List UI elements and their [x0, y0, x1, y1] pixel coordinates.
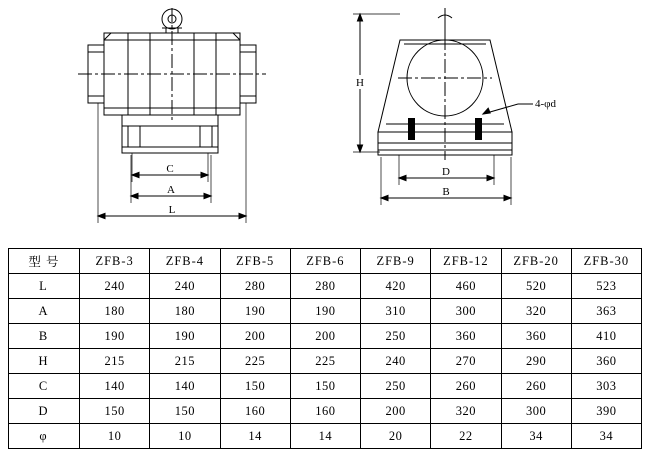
cell-a-zfb20: 320 [501, 299, 571, 324]
header-cell-zfb4: ZFB-4 [150, 249, 220, 274]
cell-d-zfb4: 150 [150, 399, 220, 424]
cell-phi-zfb30: 34 [571, 424, 641, 449]
cell-phi-zfb4: 10 [150, 424, 220, 449]
cell-c-zfb6: 150 [290, 374, 360, 399]
table-row [9, 349, 642, 374]
cell-b-zfb20: 360 [501, 324, 571, 349]
cell-c-zfb12: 260 [431, 374, 501, 399]
label-4-phi-d: 4-φd [535, 98, 557, 110]
spec-table-wrapper [8, 248, 642, 449]
label-b: B [442, 186, 450, 198]
dimension-c [132, 153, 208, 182]
cell-c-zfb4: 140 [150, 374, 220, 399]
row-label-l: L [9, 274, 80, 299]
cell-h-zfb30: 360 [571, 349, 641, 374]
cell-h-zfb3: 215 [80, 349, 150, 374]
label-h: H [356, 77, 364, 89]
row-label-h: H [9, 349, 80, 374]
cell-a-zfb30: 363 [571, 299, 641, 324]
header-cell-zfb6: ZFB-6 [290, 249, 360, 274]
dimension-b [381, 157, 511, 205]
spec-table [8, 248, 642, 449]
cell-l-zfb12: 460 [431, 274, 501, 299]
cell-c-zfb30: 303 [571, 374, 641, 399]
cell-b-zfb5: 200 [220, 324, 290, 349]
cell-b-zfb4: 190 [150, 324, 220, 349]
cell-l-zfb3: 240 [80, 274, 150, 299]
label-c: C [166, 163, 174, 175]
cell-phi-zfb20: 34 [501, 424, 571, 449]
cell-d-zfb3: 150 [80, 399, 150, 424]
cell-a-zfb6: 190 [290, 299, 360, 324]
table-row [9, 324, 642, 349]
cell-c-zfb3: 140 [80, 374, 150, 399]
cell-l-zfb9: 420 [361, 274, 431, 299]
header-cell-zfb12: ZFB-12 [431, 249, 501, 274]
cell-phi-zfb6: 14 [290, 424, 360, 449]
cell-b-zfb3: 190 [80, 324, 150, 349]
cell-h-zfb4: 215 [150, 349, 220, 374]
table-row [9, 274, 642, 299]
header-cell-zfb3: ZFB-3 [80, 249, 150, 274]
cell-a-zfb12: 300 [431, 299, 501, 324]
label-l: L [168, 204, 176, 216]
cell-phi-zfb9: 20 [361, 424, 431, 449]
cell-c-zfb20: 260 [501, 374, 571, 399]
cell-l-zfb4: 240 [150, 274, 220, 299]
cell-d-zfb9: 200 [361, 399, 431, 424]
row-label-c: C [9, 374, 80, 399]
cell-b-zfb12: 360 [431, 324, 501, 349]
cell-a-zfb5: 190 [220, 299, 290, 324]
cell-c-zfb9: 250 [361, 374, 431, 399]
cell-d-zfb5: 160 [220, 399, 290, 424]
cell-d-zfb12: 320 [431, 399, 501, 424]
cell-a-zfb3: 180 [80, 299, 150, 324]
cell-c-zfb5: 150 [220, 374, 290, 399]
cell-h-zfb6: 225 [290, 349, 360, 374]
spec-table-body [9, 249, 642, 449]
header-cell-zfb5: ZFB-5 [220, 249, 290, 274]
cell-h-zfb12: 270 [431, 349, 501, 374]
row-label-a: A [9, 299, 80, 324]
table-row [9, 374, 642, 399]
cell-phi-zfb5: 14 [220, 424, 290, 449]
cell-l-zfb20: 520 [501, 274, 571, 299]
table-header-row [9, 249, 642, 274]
cell-phi-zfb12: 22 [431, 424, 501, 449]
cell-h-zfb20: 290 [501, 349, 571, 374]
cell-d-zfb6: 160 [290, 399, 360, 424]
cell-d-zfb20: 300 [501, 399, 571, 424]
header-cell-zfb9: ZFB-9 [361, 249, 431, 274]
cell-a-zfb9: 310 [361, 299, 431, 324]
cell-l-zfb30: 523 [571, 274, 641, 299]
table-row [9, 399, 642, 424]
row-label-d: D [9, 399, 80, 424]
table-row [9, 424, 642, 449]
row-label-b: B [9, 324, 80, 349]
label-d: D [442, 166, 450, 178]
header-cell-zfb30: ZFB-30 [571, 249, 641, 274]
table-row [9, 299, 642, 324]
cell-l-zfb6: 280 [290, 274, 360, 299]
hole-callout [483, 98, 557, 114]
cell-b-zfb9: 250 [361, 324, 431, 349]
cell-b-zfb6: 200 [290, 324, 360, 349]
header-cell-model: 型 号 [9, 249, 80, 274]
cell-h-zfb5: 225 [220, 349, 290, 374]
header-cell-zfb20: ZFB-20 [501, 249, 571, 274]
cell-h-zfb9: 240 [361, 349, 431, 374]
right-view-end-elevation [378, 8, 512, 160]
dimension-h [353, 14, 400, 152]
left-view-side-elevation [78, 8, 266, 153]
label-a: A [167, 184, 175, 196]
cell-a-zfb4: 180 [150, 299, 220, 324]
row-label-phi: φ [9, 424, 80, 449]
cell-d-zfb30: 390 [571, 399, 641, 424]
cell-b-zfb30: 410 [571, 324, 641, 349]
cell-l-zfb5: 280 [220, 274, 290, 299]
dimension-d [399, 155, 494, 185]
cell-phi-zfb3: 10 [80, 424, 150, 449]
